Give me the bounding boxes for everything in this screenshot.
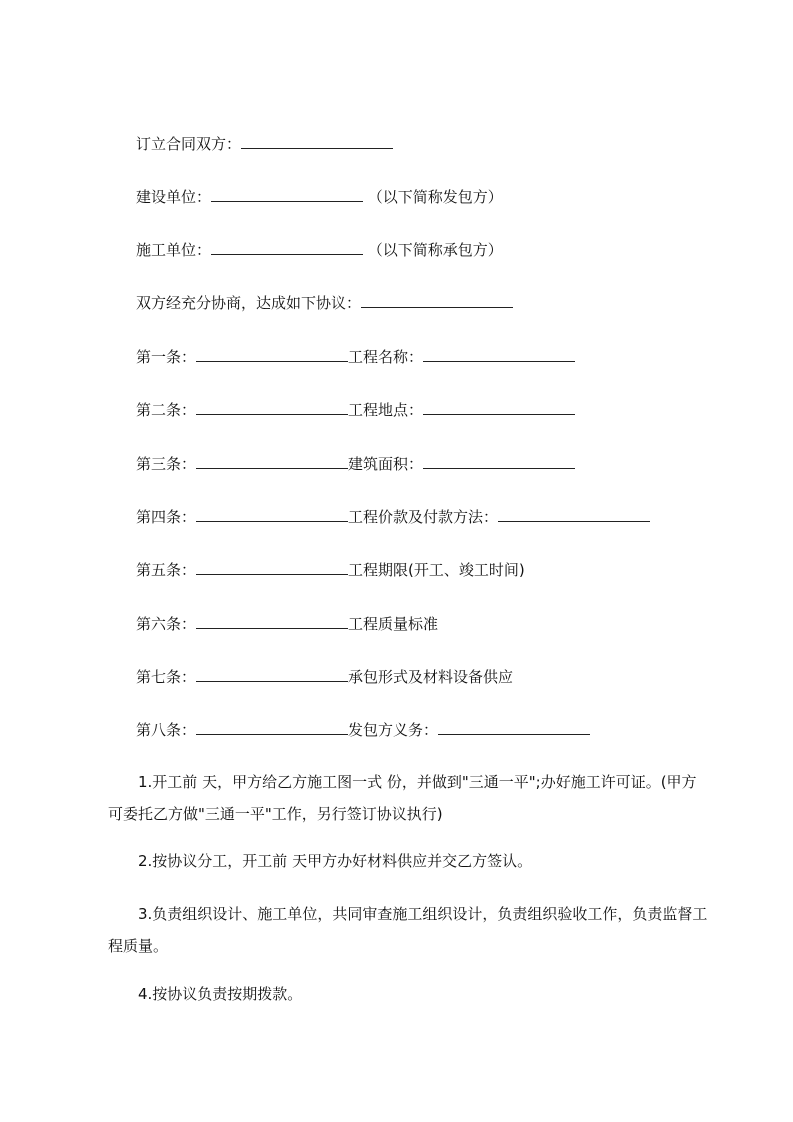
article-7: [136, 665, 513, 687]
article-blank: [196, 505, 348, 522]
agreement-line: [136, 291, 513, 313]
article-1: [136, 345, 575, 367]
article-blank: [196, 398, 348, 415]
contractor-label: 施工单位：: [136, 241, 212, 259]
contractor-note: （以下简称承包方）: [367, 241, 503, 259]
parties-line: [136, 132, 393, 154]
clause-2: 2.按协议分工，开工前 天甲方办好材料供应并交乙方签认。: [138, 852, 533, 870]
article-title: 建筑面积：: [348, 455, 424, 473]
article-blank: [196, 558, 348, 575]
article-title: 工程期限(开工、竣工时间): [348, 561, 525, 579]
article-title: 工程名称：: [348, 348, 424, 366]
article-title: 工程地点：: [348, 401, 424, 419]
client-note: （以下简称发包方）: [367, 188, 503, 206]
article-6: [136, 612, 438, 634]
article-4: [136, 505, 650, 527]
article-title: 工程质量标准: [348, 615, 439, 633]
client-label: 建设单位：: [136, 188, 212, 206]
clause-3: 3.负责组织设计、施工单位，共同审查施工组织设计，负责组织验收工作，负责监督工程质量。: [108, 905, 708, 955]
article-title: 工程价款及付款方法：: [348, 508, 499, 526]
parties-blank: [241, 132, 393, 149]
article-5: [136, 558, 525, 580]
agreement-blank: [361, 291, 513, 308]
article-label: 第七条：: [136, 668, 197, 686]
article-title-blank: [498, 505, 650, 522]
article-title: 发包方义务：: [348, 721, 439, 739]
article-title-blank: [438, 718, 590, 735]
article-blank: [196, 612, 348, 629]
contractor-line: [136, 238, 503, 260]
article-title-blank: [423, 345, 575, 362]
article-title-blank: [423, 398, 575, 415]
article-3: [136, 452, 575, 474]
client-line: [136, 185, 503, 207]
article-8: [136, 718, 590, 740]
article-title: 承包形式及材料设备供应: [348, 668, 514, 686]
article-blank: [196, 452, 348, 469]
article-label: 第八条：: [136, 721, 197, 739]
agreement-label: 双方经充分协商，达成如下协议：: [136, 294, 362, 312]
parties-label: 订立合同双方：: [136, 135, 242, 153]
article-title-blank: [423, 452, 575, 469]
client-blank: [211, 185, 363, 202]
article-label: 第三条：: [136, 455, 197, 473]
clause-4: 4.按协议负责按期拨款。: [138, 985, 303, 1003]
clause-1: 1.开工前 天，甲方给乙方施工图一式 份，并做到"三通一平";办好施工许可证。(甲方可委托乙方做"三通一平"工作，另行签订协议执行): [108, 773, 697, 823]
article-2: [136, 398, 575, 420]
article-label: 第六条：: [136, 615, 197, 633]
article-label: 第四条：: [136, 508, 197, 526]
article-blank: [196, 665, 348, 682]
contractor-blank: [211, 238, 363, 255]
article-blank: [196, 345, 348, 362]
article-label: 第二条：: [136, 401, 197, 419]
article-label: 第五条：: [136, 561, 197, 579]
article-label: 第一条：: [136, 348, 197, 366]
article-blank: [196, 718, 348, 735]
